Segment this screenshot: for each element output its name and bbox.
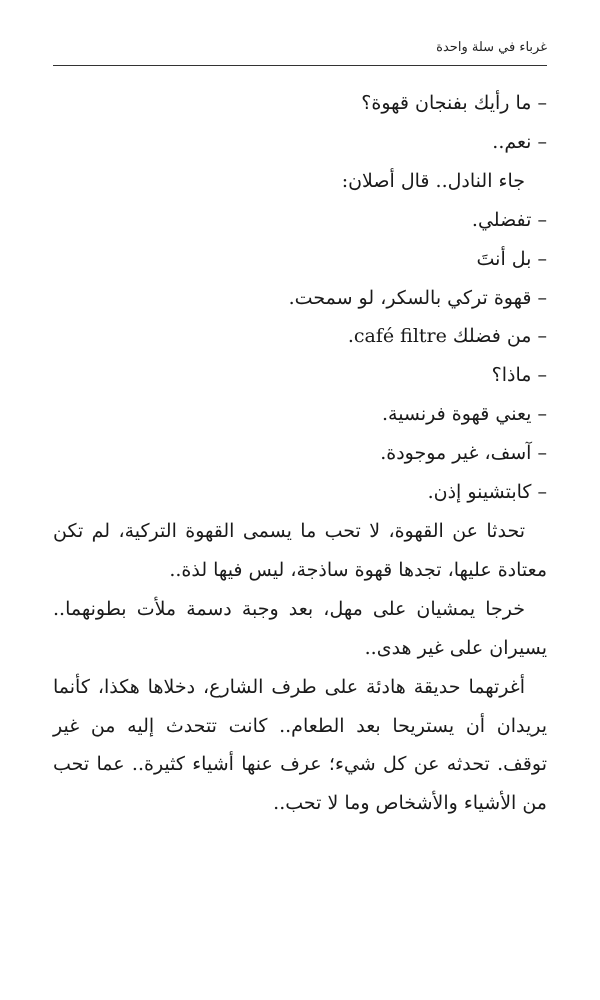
dialogue-line: – قهوة تركي بالسكر، لو سمحت. <box>288 286 547 309</box>
narration-line: جاء النادل.. قال أصلان: <box>341 169 525 192</box>
paragraph: خرجا يمشيان على مهل، بعد وجبة دسمة ملأت بطونهما.. يسيران على غير هدى.. <box>53 597 547 659</box>
dialogue-line: – بل أنتَ <box>476 247 547 270</box>
dialogue-line: – ماذا؟ <box>491 364 547 387</box>
dialogue-line: – من فضلك café filtre. <box>347 325 547 348</box>
dialogue-line: – يعني قهوة فرنسية. <box>381 403 547 426</box>
dialogue-line: – نعم.. <box>492 130 547 153</box>
paragraph: أغرتهما حديقة هادئة على طرف الشارع، دخلاها هكذا، كأنما يريدان أن يستريحا بعد الطعام.. كانت تتحدث إليه من غير توقف. تحدثه عن كل شيء؛ عرف عنها أشياء كثيرة.. عما تحب من الأشياء والأشخاص وما لا تحب.. <box>53 675 547 815</box>
dialogue-line: – آسف، غير موجودة. <box>380 442 547 465</box>
dialogue-line: – تفضلي. <box>471 208 547 231</box>
dialogue-block <box>53 84 547 512</box>
paragraph: تحدثا عن القهوة، لا تحب ما يسمى القهوة التركية، لم تكن معتادة عليها، تجدها قهوة ساذجة، ليس فيها لذة.. <box>53 519 547 581</box>
dialogue-line: – كابتشينو إذن. <box>427 481 547 504</box>
running-head: غرباء في سلة واحدة <box>436 40 547 55</box>
header-rule <box>53 65 547 66</box>
page-body <box>53 84 547 823</box>
dialogue-line: – ما رأيك بفنجان قهوة؟ <box>361 92 547 114</box>
